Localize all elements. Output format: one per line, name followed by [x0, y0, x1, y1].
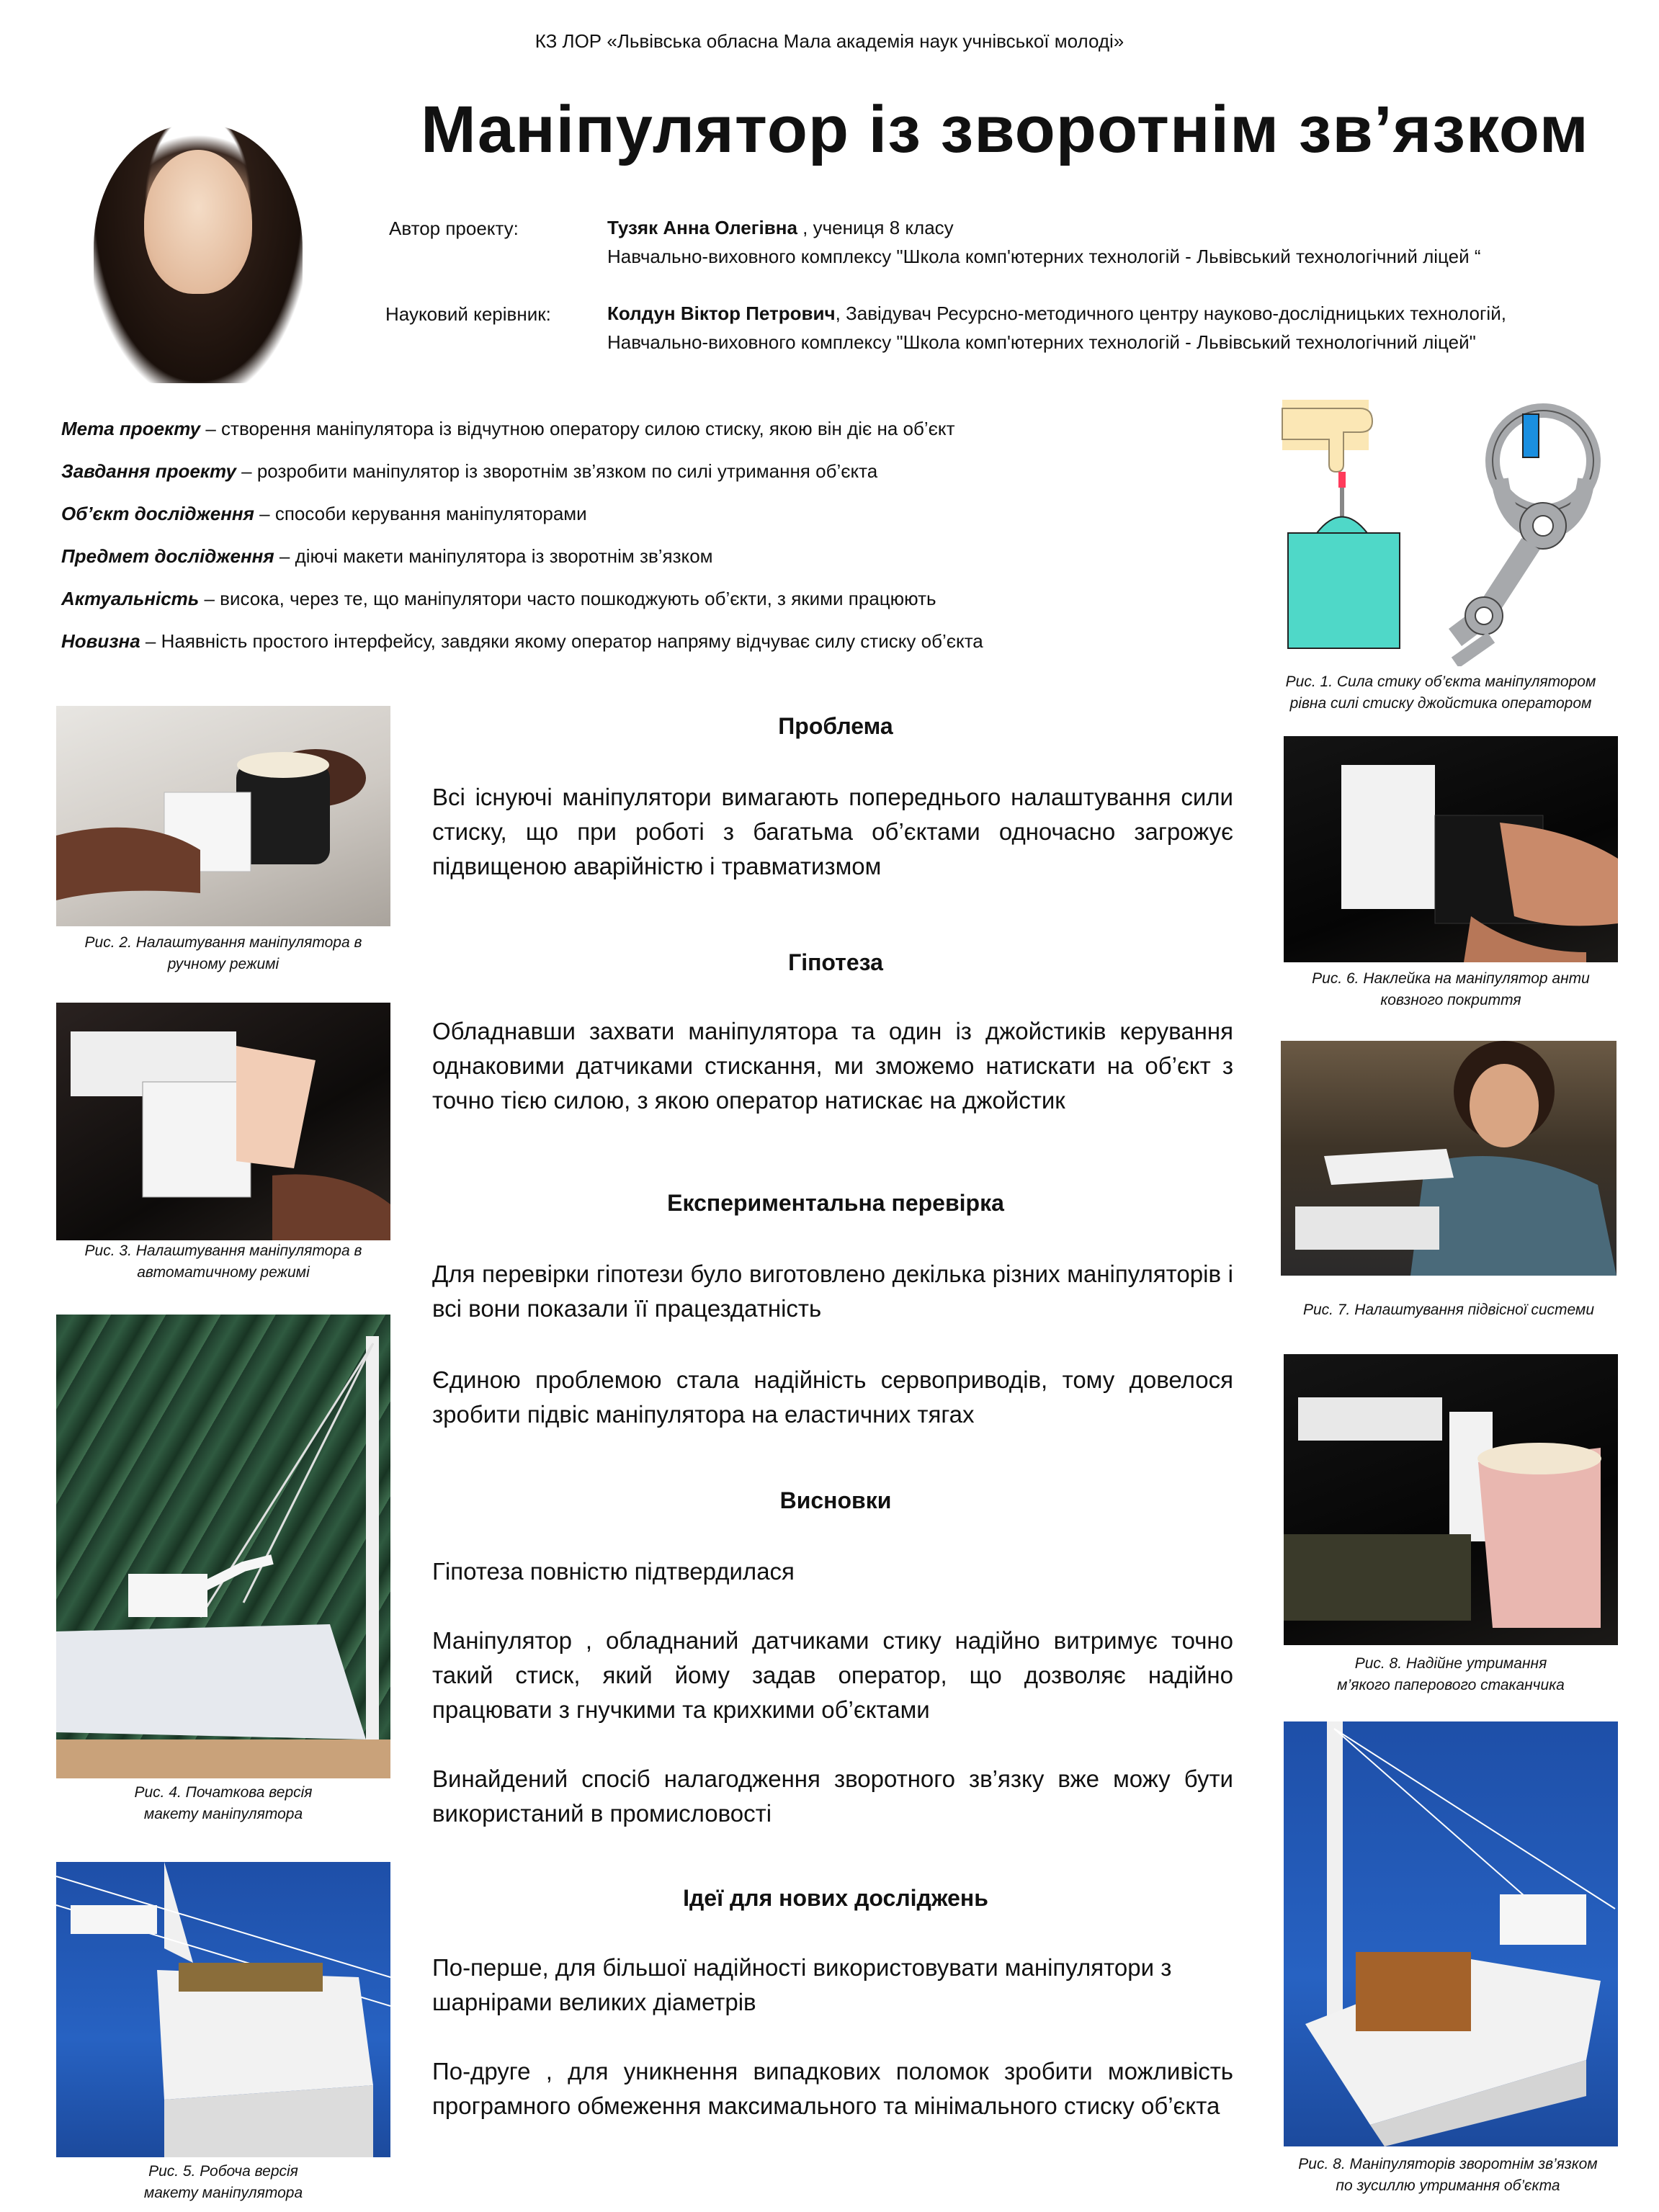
conclusions-text-2: Маніпулятор , обладнаний датчиками стику надійно витримує точно такий стиск, який йому задав оператор, що дозволяє надійно працювати з гнучкими та крихкими об’єктами [432, 1627, 1233, 1723]
figure-3-caption: Рис. 3. Налаштування маніпулятора в автоматичному режимі [84, 1242, 362, 1281]
organization-header: КЗ ЛОР «Львівська обласна Мала академія наук учнівської молоді» [535, 30, 1124, 52]
summary-goal: Мета проекту – створення маніпулятора із відчутною оператору силою стиску, якою він діє на об’єкт [61, 418, 955, 439]
supervisor-school: Навчально-виховного комплексу "Школа комп'ютерних технологій - Львівський технологічний ліцей" [607, 331, 1476, 353]
figure-3-illustration [56, 1003, 390, 1240]
figure-6-photo [1284, 736, 1618, 962]
conclusions-text-3: Винайдений спосіб налагодження зворотного зв’язку вже можу бути використаний в промисловості [432, 1765, 1233, 1827]
experiment-heading: Експериментальна перевірка [667, 1190, 1004, 1216]
figure-8b-illustration [1284, 1721, 1618, 2146]
figure-5-illustration [56, 1862, 390, 2157]
summary-subject: Предмет дослідження – діючі макети маніпулятора із зворотнім зв’язком [61, 545, 713, 567]
figure-2-photo [56, 706, 390, 926]
supervisor-info [607, 299, 1506, 357]
author-name: Тузяк Анна Олегівна [607, 217, 797, 238]
figure-8b-caption: Рис. 8. Маніпуляторів зворотнім зв’язком по зусиллю утримання об’єкта [1298, 2156, 1598, 2194]
summary-novelty: Новизна – Наявність простого інтерфейсу, завдяки якому оператор напряму відчуває силу стиску об’єкта [61, 630, 983, 652]
ideas-heading: Ідеї для нових досліджень [683, 1885, 988, 1911]
figure-7-illustration [1281, 1041, 1616, 1276]
problem-heading: Проблема [778, 713, 893, 739]
figure-4-illustration [56, 1315, 390, 1778]
figure-6-illustration [1284, 736, 1618, 962]
figure-6-caption: Рис. 6. Наклейка на маніпулятор анти ковзного покриття [1312, 970, 1590, 1008]
conclusions-text-1: Гіпотеза повністю підтвердилася [432, 1558, 795, 1585]
author-label: Автор проекту: [389, 218, 519, 239]
supervisor-name: Колдун Віктор Петрович [607, 303, 836, 324]
problem-text: Всі існуючі маніпулятори вимагають попереднього налаштування сили стиску, що при роботі з багатьма об’єктами одночасно загрожує підвищеною аварійністю і травматизмом [432, 784, 1233, 879]
figure-8a-photo [1284, 1354, 1618, 1645]
author-role: , учениця 8 класу [797, 217, 954, 238]
figure-1-caption: Рис. 1. Сила стику об’єкта маніпулятором рівна силі стиску джойстика оператором [1285, 673, 1596, 712]
author-school: Навчально-виховного комплексу "Школа комп'ютерних технологій - Львівський технологічний ліцей “ [607, 246, 1481, 267]
author-info [607, 213, 1481, 271]
figure-8b-photo [1284, 1721, 1618, 2146]
figure-4-photo [56, 1315, 390, 1778]
figure-5-photo [56, 1862, 390, 2157]
figure-7-caption: Рис. 7. Налаштування підвісної системи [1302, 1302, 1595, 1318]
figure-4-caption: Рис. 4. Початкова версія макету маніпулятора [134, 1784, 313, 1822]
ideas-text-2: По-друге , для уникнення випадкових поломок зробити можливість програмного обмеження максимального та мінімального стиску об’єкта [432, 2058, 1233, 2119]
figure-5-caption: Рис. 5. Робоча версія макету маніпулятора [143, 2163, 303, 2201]
hypothesis-heading: Гіпотеза [788, 949, 883, 975]
gripper-sensor [1523, 414, 1539, 457]
figure-2-caption: Рис. 2. Налаштування маніпулятора в ручному режимі [84, 934, 362, 972]
joystick-base [1288, 533, 1400, 648]
joystick-cap [1317, 517, 1367, 534]
figure-1-diagram [1275, 400, 1621, 666]
supervisor-label: Науковий керівник: [385, 303, 551, 325]
experiment-text-1: Для перевірки гіпотези було виготовлено декілька різних маніпуляторів і всі вони показали її працездатність [432, 1261, 1233, 1322]
hypothesis-text: Обладнавши захвати маніпулятора та один із джойстиків керування однаковими датчиками стискання, ми зможемо натискати на об’єкт з точно тією силою, з якою оператор натискає на джойстик [432, 1018, 1233, 1114]
poster-title: Маніпулятор із зворотнім зв’язком [421, 93, 1589, 166]
figure-3-photo [56, 1003, 390, 1240]
summary-task: Завдання проекту – розробити маніпулятор із зворотнім зв’язком по силі утримання об’єкта [61, 460, 878, 482]
ideas-text-1: По-перше, для більшої надійності використовувати маніпулятори з шарнірами великих діаметрів [432, 1954, 1172, 2015]
figure-8a-illustration [1284, 1354, 1618, 1645]
joystick-sensor [1338, 472, 1346, 488]
author-portrait [50, 88, 346, 383]
figure-8a-caption: Рис. 8. Надійне утримання м’якого паперового стаканчика [1337, 1655, 1565, 1693]
supervisor-role: , Завідувач Ресурсно-методичного центру науково-дослідницьких технологій, [835, 303, 1506, 324]
conclusions-heading: Висновки [779, 1487, 892, 1513]
figure-7-photo [1281, 1041, 1616, 1276]
summary-object: Об’єкт дослідження – способи керування маніпуляторами [61, 503, 587, 524]
experiment-text-2: Єдиною проблемою стала надійність сервоприводів, тому довелося зробити підвіс маніпулятора на еластичних тягах [432, 1366, 1233, 1428]
figure-2-illustration [56, 706, 390, 926]
portrait-face [144, 150, 252, 294]
summary-relevance: Актуальність – висока, через те, що маніпулятори часто пошкоджують об’єкти, з якими працюють [61, 588, 936, 609]
